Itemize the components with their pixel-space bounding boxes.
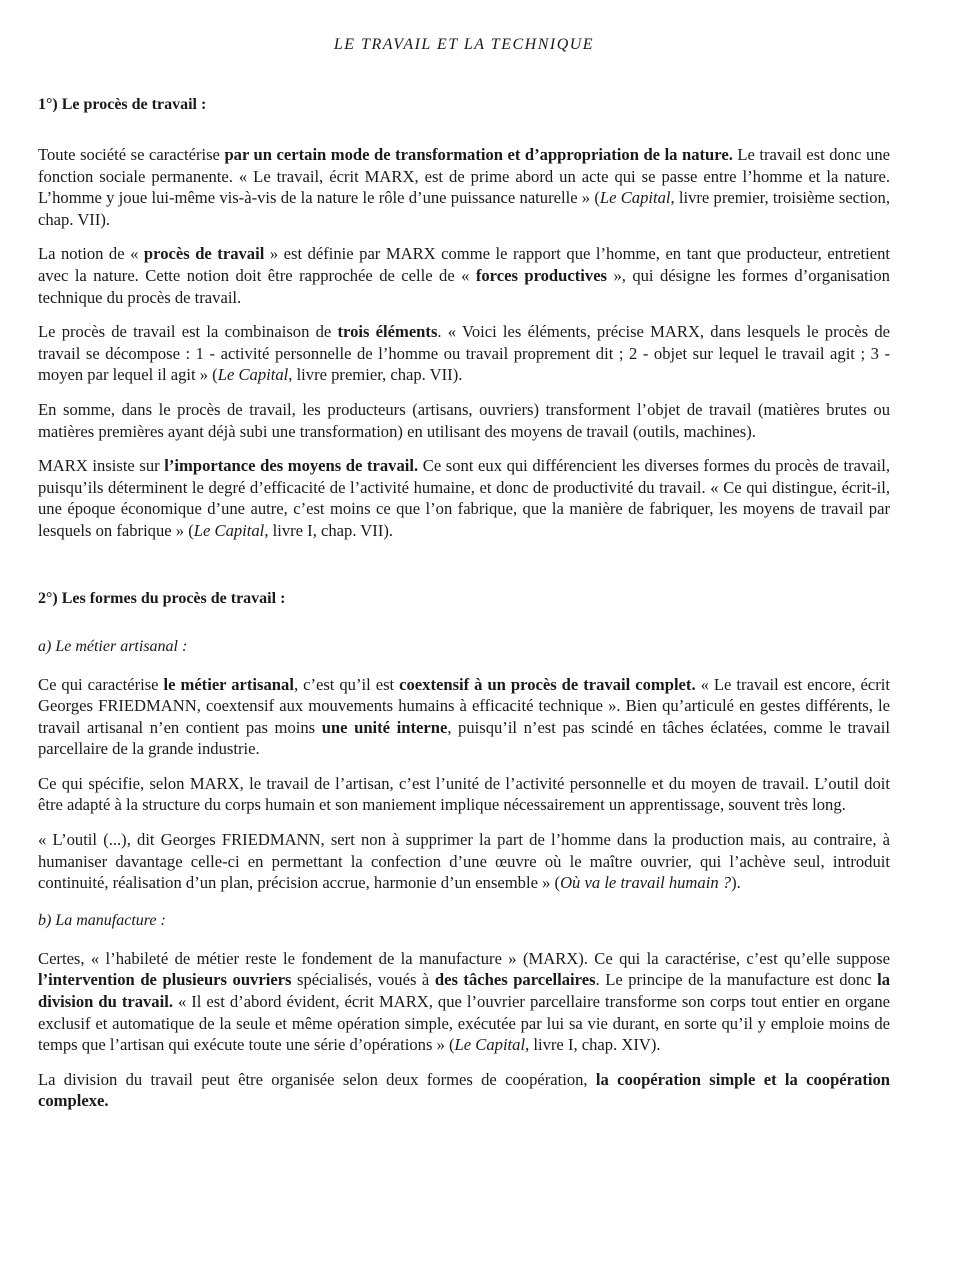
subheading-metier-artisanal: a) Le métier artisanal : [38,637,188,655]
document-page [38,36,890,1125]
section-heading-proces-de-travail: 1°) Le procès de travail : [38,96,207,113]
paragraph-manufacture: Certes, « l’habileté de métier reste le fondement de la manufacture » (MARX). Ce qui la caractérise, c’est qu’elle suppose l’intervention de plusieurs ouvriers spécialisés, voués à des tâches parcellaires. Le principe de la manufacture est donc la division du travail. « Il est d’abord évident, écrit MARX, que l’ouvrier parcellaire transforme son corps tout entier en organe exclusif et automatique de la seule et même opération simple, exécutée par lui sa vie durant, en sorte qu’il y emploie moins de temps que l’artisan qui exécute toute une série d’opérations » (Le Capital, livre I, chap. XIV). [38,948,890,1055]
paragraph-moyens-de-travail: MARX insiste sur l’importance des moyens de travail. Ce sont eux qui différencient les diverses formes du procès de travail, puisqu’ils déterminent le degré d’efficacité de l’activité humaine, et donc de productivité du travail. « Ce qui distingue, écrit-il, une époque économique d’une autre, c’est moins ce que l’on fabrique, que la manière de fabriquer, les moyens de travail par lesquels on fabrique » (Le Capital, livre I, chap. VII). [38,456,890,540]
paragraph-trois-elements: Le procès de travail est la combinaison de trois éléments. « Voici les éléments, précise MARX, dans lesquels le procès de travail se décompose : 1 - activité personnelle de l’homme ou travail proprement dit ; 2 - objet sur lequel le travail agit ; 3 - moyen par lequel il agit » (Le Capital, livre premier, chap. VII). [38,322,890,385]
paragraph-societe: Toute société se caractérise par un certain mode de transformation et d’appropriation de la nature. Le travail est donc une fonction sociale permanente. « Le travail, écrit MARX, est de prime abord un acte qui se passe entre l’homme et la nature. L’homme y joue lui-même vis-à-vis de la nature le rôle d’une puissance naturelle » (Le Capital, livre premier, troisième section, chap. VII). [38,145,890,229]
paragraph-notion-proces: La notion de « procès de travail » est définie par MARX comme le rapport que l’homme, en tant que producteur, entretient avec la nature. Cette notion doit être rapprochée de celle de « forces productives », qui désigne les formes d’organisation technique du procès de travail. [38,244,891,307]
paragraph-metier-artisanal: Ce qui caractérise le métier artisanal, c’est qu’il est coextensif à un procès de travail complet. « Le travail est encore, écrit Georges FRIEDMANN, coextensif aux mouvements humains à efficacité technique ». Bien qu’articulé en gestes différents, le travail artisanal n’en contient pas moins une unité interne, puisqu’il n’est pas scindé en tâches éclatées, comme le travail parcellaire de la grande industrie. [38,674,890,759]
paragraph-en-somme: En somme, dans le procès de travail, les producteurs (artisans, ouvriers) transforment l’objet de travail (matières brutes ou matières premières ayant déjà subi une transformation) en utilisant des moyens de travail (outils, machines). [38,399,890,441]
paragraph-travail-artisan: Ce qui spécifie, selon MARX, le travail de l’artisan, c’est l’unité de l’activité personnelle et du moyen de travail. L’outil doit être adapté à la structure du corps humain et son maniement implique nécessairement un apprentissage, souvent très long. [38,773,890,815]
paragraph-outil-friedmann: « L’outil (...), dit Georges FRIEDMANN, sert non à supprimer la part de l’homme dans la production mais, au contraire, à humaniser davantage celle-ci en permettant la confection d’une œuvre où le maître ouvrier, qui l’achève seul, introduit continuité, réalisation d’un plan, précision accrue, harmonie d’un ensemble » (Où va le travail humain ?). [38,830,890,893]
running-header: LE TRAVAIL ET LA TECHNIQUE [333,36,595,53]
subheading-manufacture: b) La manufacture : [38,911,166,929]
paragraph-division-du-travail: La division du travail peut être organisée selon deux formes de coopération, la coopération simple et la coopération complexe. [38,1069,890,1111]
section-heading-formes-du-proces: 2°) Les formes du procès de travail : [38,589,286,607]
